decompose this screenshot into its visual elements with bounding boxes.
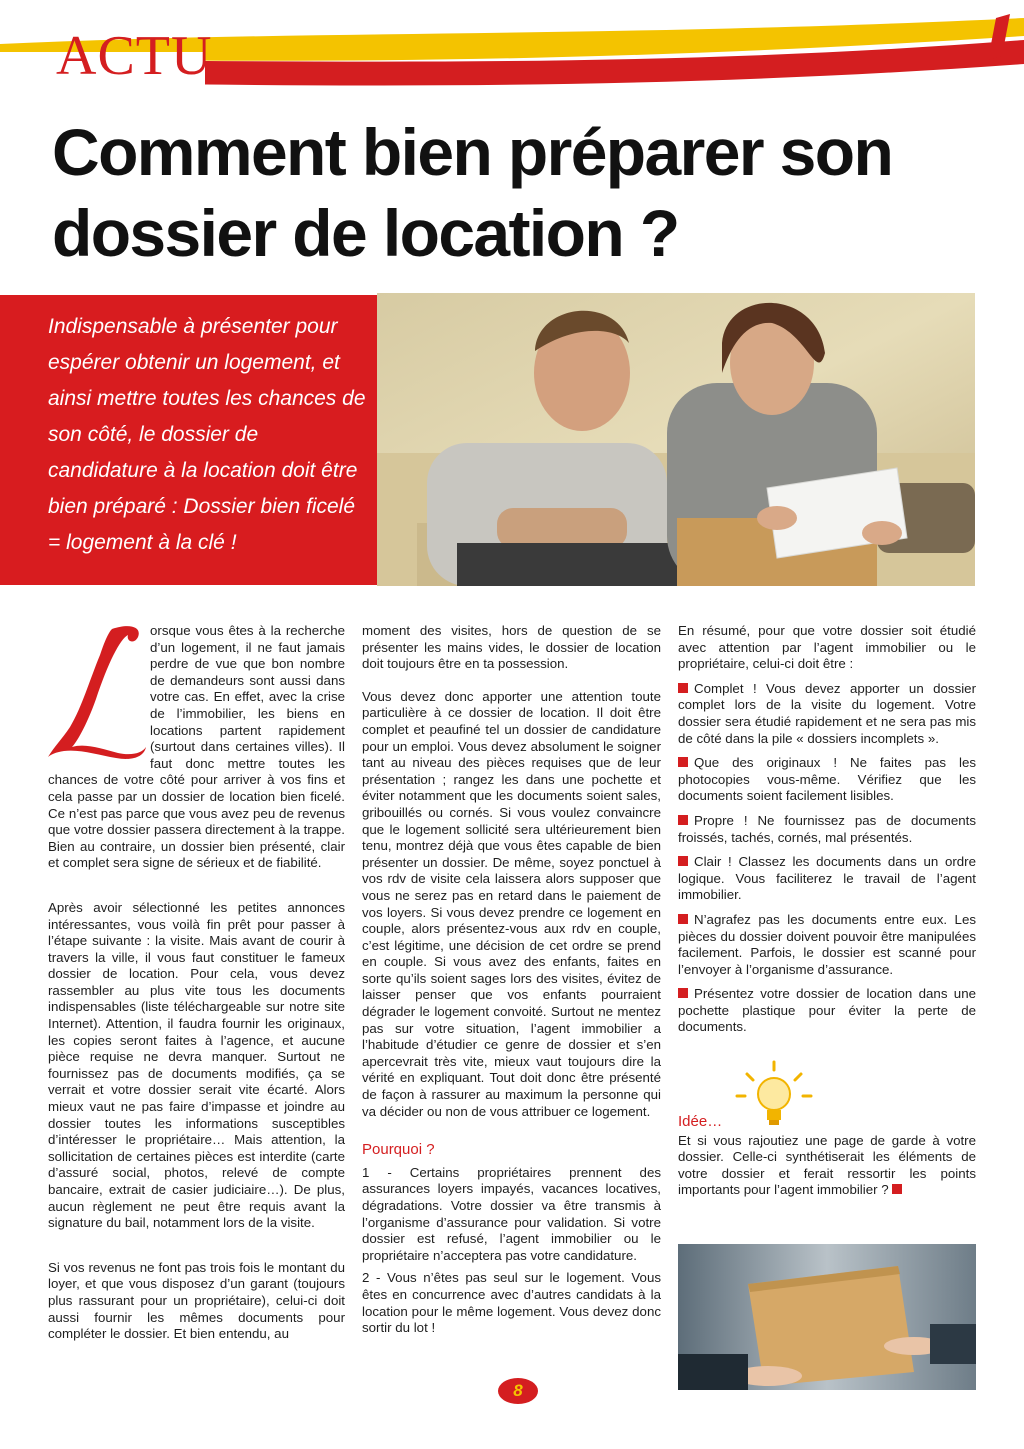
column-3 — [678, 623, 976, 1215]
body-paragraph: moment des visites, hors de question de se présenter les mains vides, le dossier de location doit toujours être en ta possession. — [362, 623, 661, 672]
red-square-bullet-icon — [678, 856, 688, 866]
checklist-item: N’agrafez pas les documents entre eux. Les pièces du dossier doivent pouvoir être manipulées facilement. Parfois, le dossier est scanné pour l’envoyer à l’organisme d’assurance. — [678, 911, 976, 977]
red-square-bullet-icon — [678, 683, 688, 693]
idea-paragraph: Et si vous rajoutiez une page de garde à votre dossier. Celle-ci synthétiserait les éléments de votre dossier et ferait ressortir les points importants pour l’agent immobilier ? — [678, 1132, 976, 1198]
body-paragraph: 1 - Certains propriétaires prennent des assurances loyers impayés, vacances locatives, dégradations. Votre dossier va être transmis à l’organisme d’assurance pour validation. Si votre dossier est refusé, l’agent immobilier ou le propriétaire n’acceptera pas votre candidature. — [362, 1164, 661, 1263]
body-paragraph: Après avoir sélectionné les petites annonces intéressantes, vous voilà fin prêt pour passer à l’étape suivante : la visite. Mais avant de courir à travers la ville, il vous faut constituer le fameux dossier de location. Pour cela, vous devez rassembler au plus vite tous les documents indispensables (liste téléchargeable sur notre site Internet). Attention, il faudra fournir les originaux, les copies seront faites à l’agence, et aucune pièce requise ne devra manquer. Surtout ne fournissez pas de documents modifiés, ça se verrait et votre dossier serait vite écarté. Alors mieux vaut ne pas faire d’impasse et joindre au dossier toutes les informations susceptibles d’intéresser le propriétaire… Mais attention, la sollicitation de certaines pièces est interdite (carte d’assuré social, photos, relevé de compte bancaire, extrait de casier judiciaire…). De plus, aucun règlement ne peut être requis avant la signature du bail, notamment lors de la visite. — [48, 899, 345, 1231]
folder-handover-photo — [678, 1244, 976, 1390]
red-square-bullet-icon — [678, 757, 688, 767]
drop-cap-L — [42, 623, 150, 759]
red-square-bullet-icon — [678, 815, 688, 825]
checklist-item: Propre ! Ne fournissez pas de documents froissés, tachés, cornés, mal présentés. — [678, 812, 976, 845]
column-1 — [48, 623, 345, 1359]
subheading-pourquoi: Pourquoi ? — [362, 1141, 435, 1159]
checklist-item: Clair ! Classez les documents dans un ordre logique. Vous faciliterez le travail de l’agent immobilier. — [678, 854, 976, 903]
article-title: Comment bien préparer son dossier de location ? — [52, 115, 893, 270]
idea-heading: Idée… — [678, 1113, 723, 1131]
body-paragraph: Si vos revenus ne font pas trois fois le montant du loyer, et que vous disposez d’un garant (toujours plus rassurant pour un propriétaire), celui-ci doit aussi fournir les mêmes documents pour compléter le dossier. Et bien entendu, au — [48, 1259, 345, 1342]
body-paragraph: orsque vous êtes à la recherche d’un logement, il ne faut jamais perdre de vue que bon nombre de demandeurs sont aussi dans votre cas. En effet, avec la crise de l’immobilier, les biens en locations partent rapidement (surtout dans certaines villes). Il faut donc mettre toutes les chances de votre côté pour arriver à vos fins et cela passe par un dossier de location bien ficelé. Ce n’est pas parce que vous avez peu de revenus que votre dossier passera directement à la trappe. Bien au contraire, un dossier bien présenté, clair et complet sera signe de sérieux et de fiabilité. — [48, 623, 345, 871]
body-paragraph: 2 - Vous n’êtes pas seul sur le logement. Vous êtes en concurrence avec d’autres candidats à la location pour le même logement. Vous devez donc sortir du lot ! — [362, 1270, 661, 1336]
page-number-badge — [497, 1377, 539, 1405]
red-square-bullet-icon — [678, 914, 688, 924]
body-paragraph: Vous devez donc apporter une attention toute particulière à ce dossier de location. Il doit être complet et peaufiné tel un dossier de candidature pour un emploi. Vous devez absolument le soigner tant au niveau des pièces requises que de leur présentation ; rangez les dans une pochette et éviter notamment que les documents soient sales, gribouillés ou cornés. Si vous voulez convaincre que le logement sollicité sera ultérieurement bien tenu, montrez déjà que vous êtes capable de bien présenter un dossier. De même, soyez ponctuel à vos rdv de visite cela laissera alors supposer que vous ne serez pas en retard dans le paiement de vos loyers. Si vous devez prendre ce logement en couple, alors présentez-vous aux rdv en couple, c’est légitime, une décision de cet ordre se prend en couple. Si vous avez des enfants, faites en sorte qu’ils soient sages lors des visites, évitez de laisser penser que vos enfants pourraient dégrader le logement convoité. Surtout ne mentez pas sur votre situation, l’agent immobilier a l’habitude d’étudier ce genre de dossier et s’en apercevrait très vite, mieux vaut toujours dire la vérité en expliquant. Tout doit donc être présenté de façon à rassurer au maximum la personne qui va décider ou non de vous attribuer ce logement. — [362, 688, 661, 1119]
summary-intro: En résumé, pour que votre dossier soit étudié avec attention par l’agent immobilier ou le propriétaire, celui-ci doit être : — [678, 623, 976, 672]
checklist-item: Que des originaux ! Ne faites pas les photocopies vous-même. Vérifiez que les documents soient facilement lisibles. — [678, 755, 976, 804]
page-number: 8 — [513, 1381, 523, 1400]
column-2 — [362, 623, 661, 1353]
intro-text: Indispensable à présenter pour espérer obtenir un logement, et ainsi mettre toutes les chances de son côté, le dossier de candidature à la location doit être bien préparé : Dossier bien ficelé = logement à la clé ! — [48, 315, 366, 554]
couple-photo — [377, 293, 975, 586]
red-square-bullet-icon — [678, 988, 688, 998]
checklist-item: Complet ! Vous devez apporter un dossier complet lors de la visite du logement. Votre dossier sera étudié rapidement et ne sera pas mis de côté dans la pile « dossiers incomplets ». — [678, 680, 976, 746]
lightbulb-icon — [735, 1060, 813, 1130]
end-mark-icon — [892, 1184, 902, 1194]
section-label: ACTU — [56, 25, 213, 87]
checklist-item: Présentez votre dossier de location dans une pochette plastique pour éviter la perte de documents. — [678, 986, 976, 1035]
